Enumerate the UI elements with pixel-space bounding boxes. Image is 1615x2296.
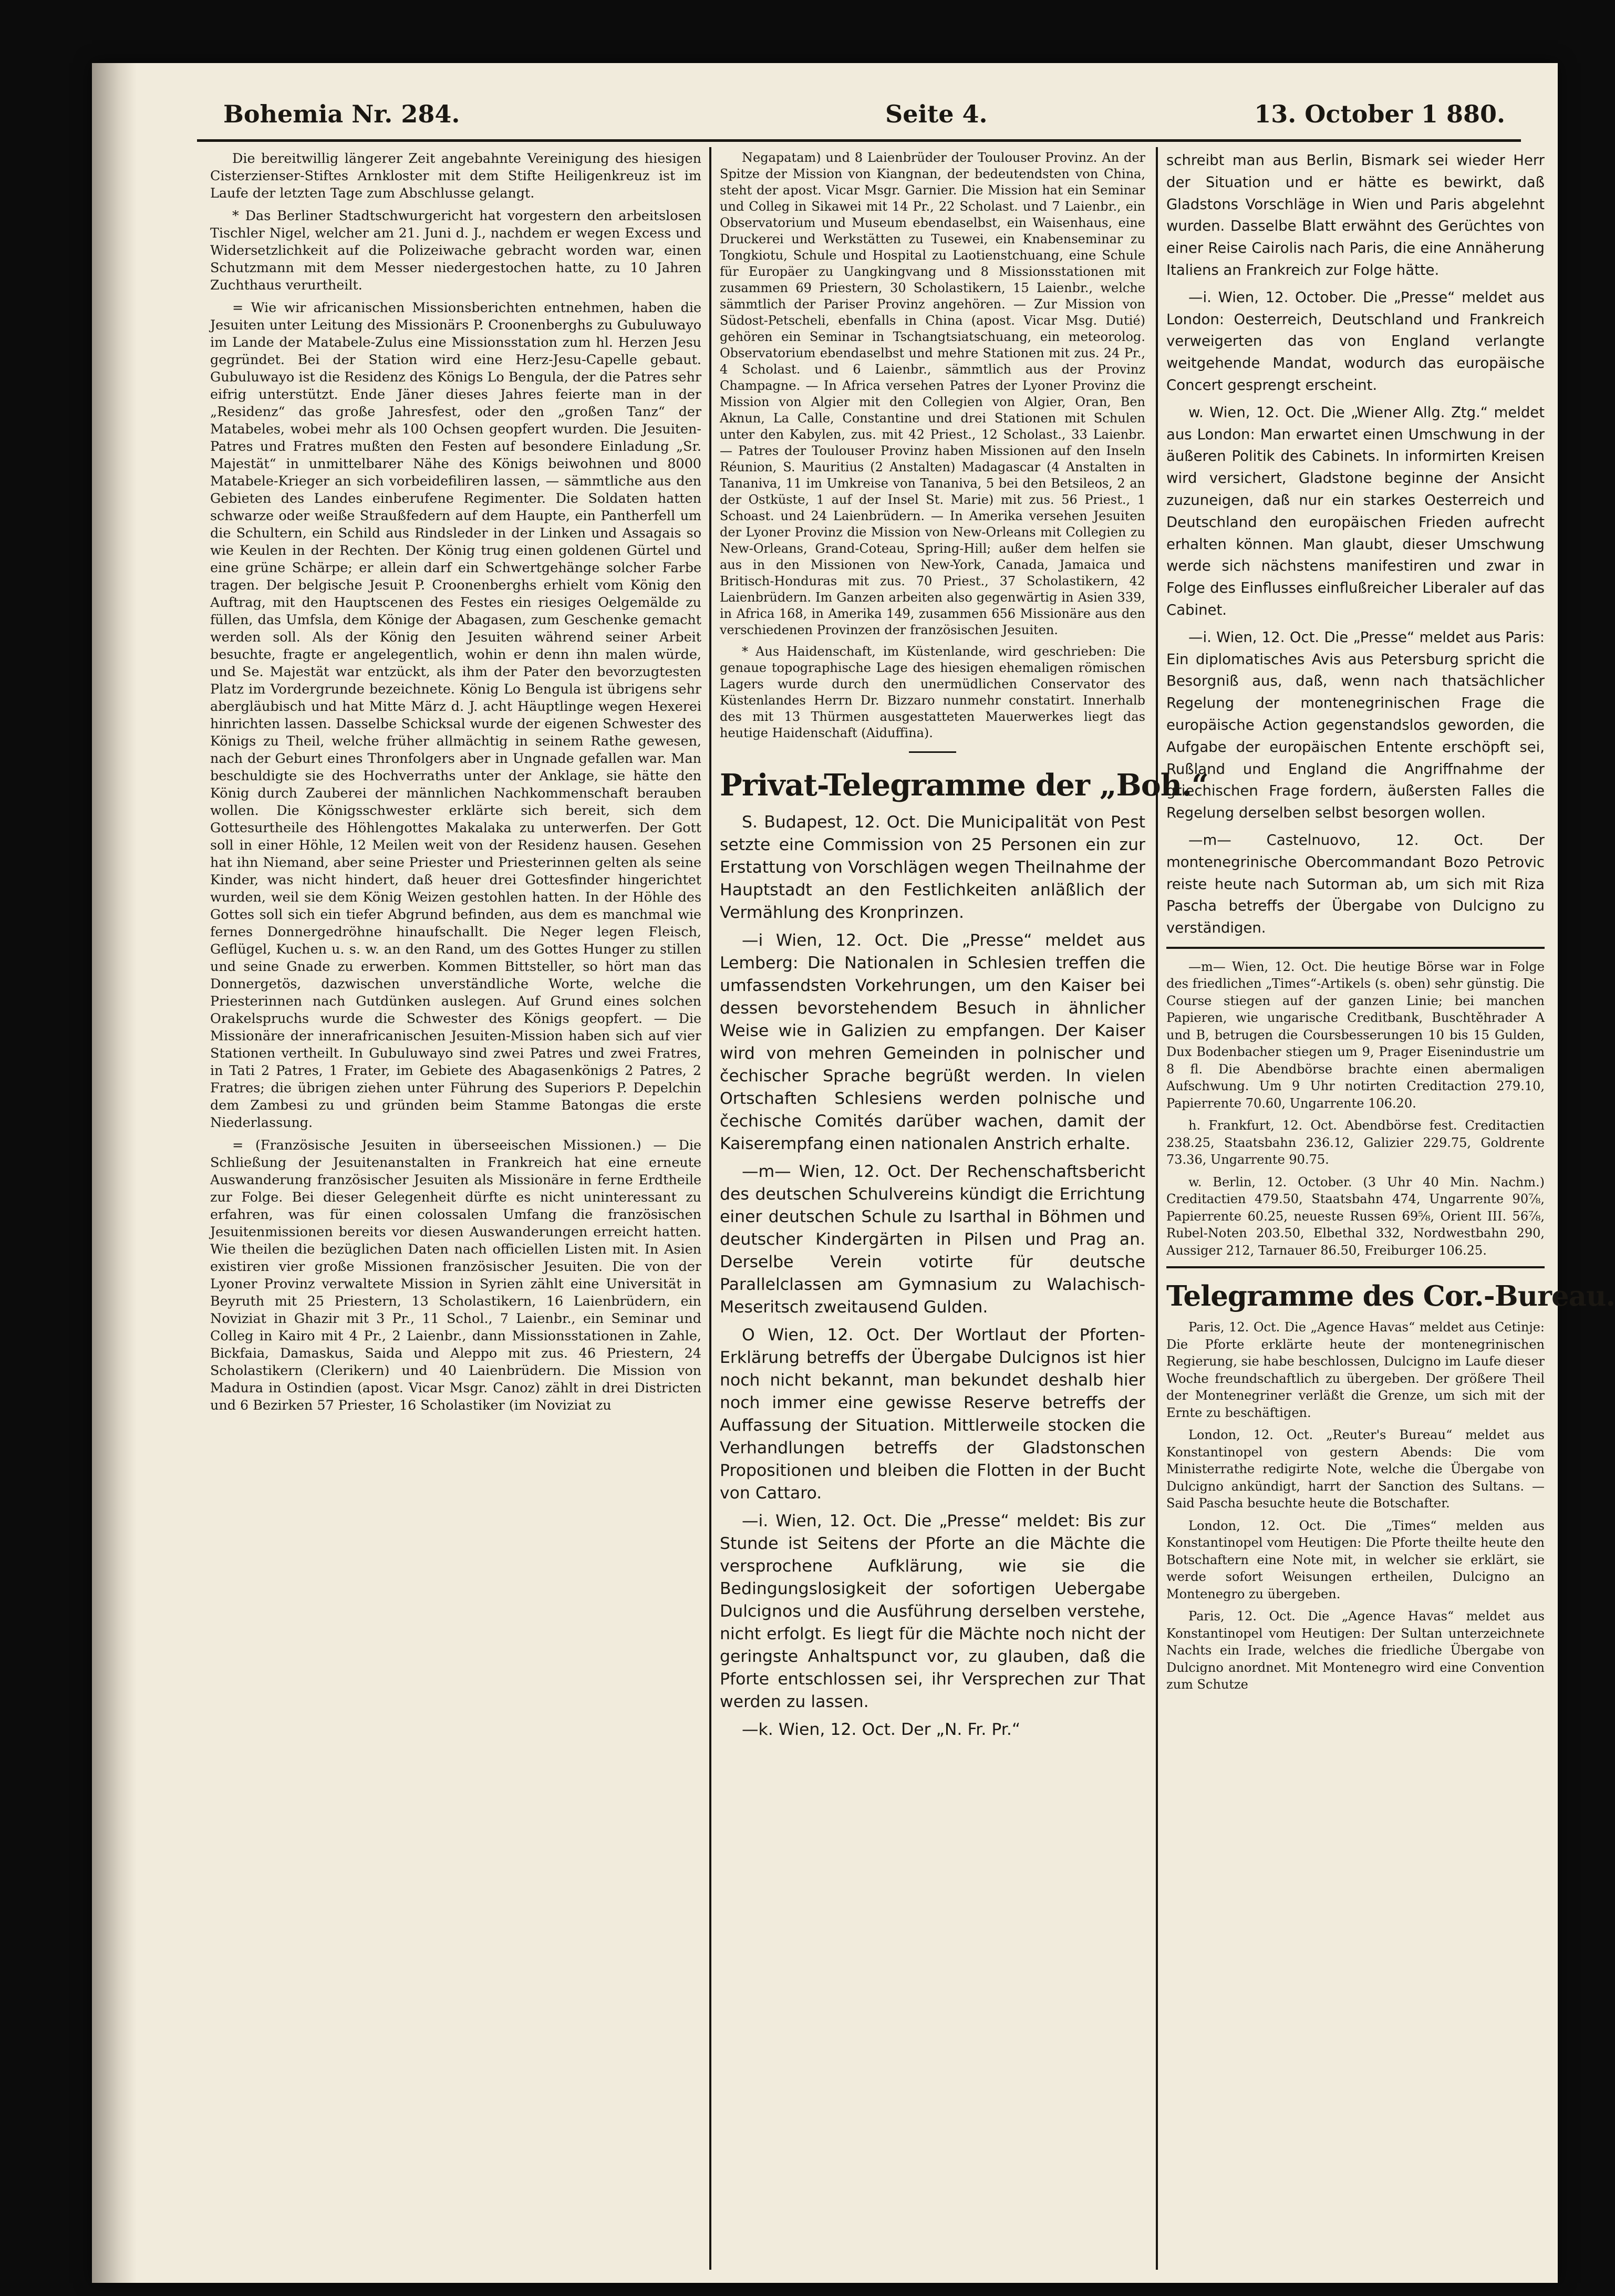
telegram-paragraph: Paris, 12. Oct. Die „Agence Havas“ meldet aus Konstantinopel vom Heutigen: Der Sultan unterzeichnete Nachts ein Irade, welches die friedliche Übergabe von Dulcigno anordnet. Mit Montenegro wird eine Convention zum Schutze (1166, 1609, 1545, 1692)
header-page-number: Seite 4. (885, 100, 988, 128)
telegram-paragraph: —i. Wien, 12. Oct. Die „Presse“ meldet: Bis zur Stunde ist Seitens der Pforte an die Mächte die versprochene Aufklärung, wie sie die Bedingungslosigkeit der sofortigen Uebergabe Dulcignos und die Ausführung derselben verstehe, nicht erfolgt. Es liegt für die Mächte noch nicht der geringste Anhaltspunct vor, zu glauben, daß die Pforte entschlossen sei, ihr Versprechen zur That werden zu lassen. (720, 1512, 1145, 1711)
column-2 (720, 150, 1208, 2272)
telegram-paragraph: w. Wien, 12. Oct. Die „Wiener Allg. Ztg.“ meldet aus London: Man erwartet einen Umschwung in der äußeren Politik des Cabinets. In informirten Kreisen wird versichert, Gladstone beginne der Ansicht zuzuneigen, daß nur ein starkes Oesterreich und Deutschland den europäischen Frieden aufrecht erhalten können. Man glaubt, dieser Umschwung werde sich nächstens manifestiren und zwar in Folge des Einflusses einflußreicher Liberaler auf das Cabinet. (1166, 404, 1545, 618)
section-heading-private-telegrams: Privat-Telegramme der „Boh.“ (720, 768, 1208, 803)
page-spine (92, 63, 137, 2283)
telegram-paragraph: S. Budapest, 12. Oct. Die Municipalität von Pest setzte eine Commission von 25 Personen ein zur Erstattung von Vorschlägen wegen Theilnahme der Hauptstadt an den Festlichkeiten anläßlich der Vermählung des Kronprinzen. (720, 813, 1145, 922)
section-divider (720, 747, 1145, 757)
telegram-paragraph: Paris, 12. Oct. Die „Agence Havas“ meldet aus Cetinje: Die Pforte erklärte heute der montenegrinischen Regierung, sie habe beschlossen, Dulcigno im Laufe dieser Woche freundschaftlich zu übergeben. Der größere Theil der Montenegriner verläßt die Grenze, um sich mit der Ernte zu beschäftigen. (1166, 1320, 1545, 1420)
telegram-paragraph: schreibt man aus Berlin, Bismark sei wieder Herr der Situation und er hätte es bewirkt, daß Gladstons Vorschläge in Wien und Paris abgelehnt wurden. Dasselbe Blatt erwähnt des Gerüchtes von einer Reise Cairolis nach Paris, die eine Annäherung Italiens an Frankreich zur Folge hätte. (1166, 152, 1545, 278)
section-rule (1166, 1266, 1545, 1268)
telegram-paragraph: —i. Wien, 12. October. Die „Presse“ meldet aus London: Oesterreich, Deutschland und Frankreich verweigerten das von England verlangte weitgehende Mandat, wodurch das europäische Concert gesprengt erscheint. (1166, 288, 1545, 394)
article-paragraph: * Aus Haidenschaft, im Küstenlande, wird geschrieben: Die genaue topographische Lage des hiesigen ehemaligen römischen Lagers wurde durch den unermüdlichen Conservator des Küstenlandes Herrn Dr. Bizzaro nunmehr constatirt. Innerhalb des mit 13 Thürmen ausgestatteten Mauerwerkes liegt das heutige Haidenschaft (Aiduffina). (720, 644, 1145, 740)
section-heading-bureau-telegrams: Telegramme des Cor.-Bureau. (1166, 1280, 1615, 1313)
market-report-paragraph: w. Berlin, 12. October. (3 Uhr 40 Min. Nachm.) Creditactien 479.50, Staatsbahn 474, Ungarrente 90⅞, Papierrente 60.25, neueste Russen 69⅝, Orient III. 56⅞, Rubel-Noten 203.50, Elbethal 332, Nordwestbahn 290, Aussiger 212, Tarnauer 86.50, Freiburger 106.25. (1166, 1174, 1545, 1258)
page-header (150, 95, 1526, 142)
telegram-paragraph: —m— Castelnuovo, 12. Oct. Der montenegrinische Obercommandant Bozo Petrovic reiste heute nach Sutorman ab, um sich mit Riza Pascha betreffs der Übergabe von Dulcigno zu verständigen. (1166, 831, 1545, 937)
header-rule (197, 139, 1521, 142)
telegram-paragraph: —k. Wien, 12. Oct. Der „N. Fr. Pr.“ (742, 1720, 1021, 1739)
telegram-paragraph: O Wien, 12. Oct. Der Wortlaut der Pforten-Erklärung betreffs der Übergabe Dulcignos ist hier noch nicht bekannt, man bekundet deshalb hier noch immer eine gewisse Reserve betreffs der Auffassung der Situation. Mittlerweile stocken die Verhandlungen betreffs der Gladstonschen Propositionen und bleiben die Flotten in der Bucht von Cattaro. (720, 1326, 1145, 1503)
article-paragraph: = (Französische Jesuiten in überseeischen Missionen.) — Die Schließung der Jesuitenanstalten in Frankreich hat eine erneute Auswanderung französischer Jesuiten als Missionäre in ferne Erdtheile zur Folge. Bei dieser Gelegenheit dürfte es nicht uninteressant zu erfahren, was für einen colossalen Umfang die französischen Jesuitenmissionen bereits vor diesen Auswanderungen erreicht hatten. Wie theilen die bezüglichen Daten nach officiellen Listen mit. In Asien existiren vier große Missionen französischer Jesuiten. Die von der Lyoner Provinz verwaltete Mission in Syrien zählt eine Universität in Beyruth mit 25 Priestern, 13 Scholastikern, 16 Laienbrüdern, ein Noviziat in Ghazir mit 3 Pr., 11 Schol., 7 Laienbr., ein Seminar und Colleg in Kairo mit 4 Pr., 2 Laienbr., dann Missionsstationen in Zahle, Bickfaia, Damaskus, Saida und Aleppo mit zus. 46 Priestern, 24 Scholastikern (Clerikern) und 40 Laienbrüdern. Die Mission von Madura in Ostindien (apost. Vicar Msgr. Canoz) zählt in drei Districten und 6 Bezirken 57 Priester, 16 Scholastiker (im Noviziat zu (210, 1137, 701, 1413)
newspaper-page (92, 63, 1615, 2283)
section-rule (1166, 947, 1545, 949)
market-report-paragraph: h. Frankfurt, 12. Oct. Abendbörse fest. Creditactien 238.25, Staatsbahn 236.12, Galizier 229.75, Goldrente 73.36, Ungarrente 90.75. (1166, 1118, 1545, 1167)
column-rule-2 (1156, 147, 1158, 2270)
telegram-paragraph: —i Wien, 12. Oct. Die „Presse“ meldet aus Lemberg: Die Nationalen in Schlesien treffen die umfassendsten Vorkehrungen, um den Kaiser bei dessen bevorstehendem Besuch in ähnlicher Weise wie in Galizien zu empfangen. Der Kaiser wird von mehren Gemeinden in polnischer und čechischer Sprache begrüßt werden. In vielen Ortschaften Schlesiens werden polnische und čechische Comités darüber wachen, damit der Kaiserempfang einen nationalen Anstrich erhalte. (720, 931, 1145, 1153)
article-paragraph: = Wie wir africanischen Missionsberichten entnehmen, haben die Jesuiten unter Leitung des Missionärs P. Croonenberghs zu Gubuluwayo im Lande der Matabele-Zulus eine Missionsstation zum hl. Herzen Jesu gegründet. Bei der Station wird eine Herz-Jesu-Capelle gebaut. Gubuluwayo ist die Residenz des Königs Lo Bengulа, der die Patres sehr eifrig unterstützt. Ende Jäner dieses Jahres feierte man in der „Residenz“ das große Jahresfest, oder den „großen Tanz“ der Matabeles, wobei mehr als 100 Ochsen geopfert wurden. Die Jesuiten-Patres und Fratres mußten den Festen auf besondere Einladung „Sr. Majestät“ in unmittelbarer Nähe des Königs beiwohnen und 8000 Matabele-Krieger an sich vorbeidefiliren lassen, — sämmtliche aus den Gebieten des Landes einberufene Regimenter. Die Soldaten hatten schwarze oder weiße Straußfedern auf dem Haupte, ein Pantherfell um die Schultern, ein Schild aus Rindsleder in der Linken und Assagais so wie Keulen in der Rechten. Der König trug einen goldenen Gürtel und eine grüne Schärpe; er allein darf ein Schwertgehänge solcher Farbe tragen. Der belgische Jesuit P. Croonenberghs erhielt vom König den Auftrag, mit den Hauptscenen des Festes ein riesiges Oelgemälde zu füllen, das Umfsla, dem Könige der Abagasen, zum Geschenke gemacht werden soll. Als der König den Jesuiten während seiner Arbeit besuchte, fragte er angelegentlich, wohin er denn ihn malen würde, und Se. Majestät war entzückt, als ihm der Pater den bevorzugtesten Platz im Vordergrunde bezeichnete. König Lo Bengula ist übrigens sehr abergläubisch und hat Mitte März d. J. acht Häuptlinge wegen Hexerei hinrichten lassen. Dasselbe Schicksal wurde der eigenen Schwester des Königs zu Theil, welche früher allmächtig in seinem Rathe gewesen, nach der Geburt eines Thronfolgers aber in Ungnade gefallen war. Man beschuldigte sie des Hochverraths unter der Anklage, sie hätte den König durch Zauberei der männlichen Nachkommenschaft berauben wollen. Die Königsschwester erklärte sich bereit, sich dem Gottesurtheile des Höhlengottes Makalaka zu unterwerfen. Der Gott soll in einer Höhle, 12 Meilen weit von der Residenz hausen. Gesehen hat ihn Niemand, aber seine Priester und Priesterinnen gelten als seine Kinder, was nicht hindert, daß heuer drei Gottesfinder hingerichtet wurden, weil sie dem König Weizen gestohlen hatten. In der Höhle des Gottes soll sich ein tiefer Abgrund befinden, aus dem es manchmal wie fernes Donnergedröhne hinaufschallt. Die Neger legen Fleisch, Geflügel, Kuchen u. s. w. an den Rand, um des Gottes Hunger zu stillen und seine Gnade zu erwerben. Kommen Bittsteller, so hört man das Donnergetös, dazwischen unverständliche Worte, welche die Priesterinnen nach Gutdünken auslegen. Auf Grund eines solchen Orakelspruchs wurde die Schwester des Königs geopfert. — Die Missionäre der innerafricanischen Jesuiten-Mission haben sich auf vier Stationen vertheilt. In Gubuluwayo sind zwei Patres und zwei Fratres, in Tati 2 Patres, 1 Frater, im Gebiete des Abagasenkönigs 2 Patres, 2 Fratres; die übrigen ziehen unter Führung des Superiors P. Depelchin dem Zambesi zu und gründen beim Stamme Batongas die erste Niederlassung. (210, 299, 701, 1130)
article-paragraph: Die bereitwillig längerer Zeit angebahnte Vereinigung des hiesigen Cisterzienser-Stiftes Arnkloster mit dem Stifte Heiligenkreuz ist im Laufe der letzten Tage zum Abschlusse gelangt. (210, 150, 701, 201)
article-paragraph: Negapatam) und 8 Laienbrüder der Toulouser Provinz. An der Spitze der Mission von Kiangnan, der bedeutendsten von China, steht der apost. Vicar Msgr. Garnier. Die Mission hat ein Seminar und Colleg in Sikawei mit 14 Pr., 22 Scholast. und 7 Laienbr., ein Observatorium und Museum ebendaselbst, ein Waisenhaus, eine Druckerei und Werkstätten zu Tusewei, ein Knabenseminar zu Tongkiotu, Schule und Hospital zu Laotienstchuang, eine Schule für Europäer zu Uangkingvang und 8 Missionsstationen mit zusammen 69 Priestern, 30 Scholastikern, 15 Laienbr., welche sämmtlich der Pariser Provinz angehören. — Zur Mission von Südost-Petscheli, ebenfalls in China (apost. Vicar Msg. Dutié) gehören ein Seminar in Tschangtsiatschuang, ein meteorolog. Observatorium ebendaselbst und mehre Stationen mit zus. 24 Pr., 4 Scholast. und 6 Laienbr., sämmtlich aus der Provinz Champagne. — In Africa versehen Patres der Lyoner Provinz die Mission von Algier mit den Collegien von Algier, Oran, Ben Aknun, La Calle, Constantine und drei Stationen mit Schulen unter den Kabylen, zus. mit 42 Priest., 12 Scholast., 33 Laienbr. — Patres der Toulouser Provinz haben Missionen auf den Inseln Réunion, S. Mauritius (2 Anstalten) Madagascar (4 Anstalten in Tananiva, 11 im Umkreise von Tananiva, 5 bei den Betsileos, 2 an der Ostküste, 1 auf der Insel St. Marie) mit zus. 56 Priest., 1 Schoast. und 24 Laienbrüdern. — In Amerika versehen Jesuiten der Lyoner Provinz die Mission von New-Orleans mit Collegien zu New-Orleans, Grand-Coteau, Spring-Hill; außer dem helfen sie aus in den Missionen von New-York, Canada, Jamaica und Britisch-Honduras mit zus. 70 Priest., 37 Scholastikern, 42 Laienbrüdern. Im Ganzen arbeiten also gegenwärtig in Asien 339, in Africa 168, in Amerika 149, zusammen 656 Missionäre aus den verschiedenen Provinzen der französischen Jesuiten. (720, 150, 1145, 637)
telegram-paragraph: London, 12. Oct. Die „Times“ melden aus Konstantinopel vom Heutigen: Die Pforte theilte heute den Botschaftern eine Note mit, in welcher sie erklärt, sie werde sofort Weisungen ertheilen, Dulcigno an Montenegro zu übergeben. (1166, 1518, 1545, 1601)
telegram-paragraph: —m— Wien, 12. Oct. Der Rechenschaftsbericht des deutschen Schulvereins kündigt die Errichtung einer deutschen Schule zu Isarthal in Böhmen und deutscher Kindergärten in Pilsen und Prag an. Derselbe Verein votirte für deutsche Parallelclassen am Gymnasium zu Walachisch-Meseritsch zweitausend Gulden. (720, 1162, 1145, 1317)
column-3 (1166, 150, 1615, 2272)
article-paragraph: * Das Berliner Stadtschwurgericht hat vorgestern den arbeitslosen Tischler Nigel, welcher am 21. Juni d. J., nachdem er wegen Excess und Widersetzlichkeit auf die Polizeiwache gebracht worden war, einen Schutzmann mit dem Messer niedergestochen hatte, zu 10 Jahren Zuchthaus verurtheilt. (210, 208, 701, 293)
telegram-paragraph: —i. Wien, 12. Oct. Die „Presse“ meldet aus Paris: Ein diplomatisches Avis aus Petersburg spricht die Besorgniß aus, daß, wenn nach thatsächlicher Regelung der montenegrinischen Frage die europäische Action gegenstandslos geworden, die Aufgabe der europäischen Entente erschöpft sei, Rußland und England die Angriffnahme der griechischen Frage fordern, äußersten Falles die Regelung derselben selbst besorgen wollen. (1166, 628, 1545, 822)
market-report-paragraph: —m— Wien, 12. Oct. Die heutige Börse war in Folge des friedlichen „Times“-Artikels (s. oben) sehr günstig. Die Course stiegen auf der ganzen Linie; bei manchen Papieren, wie ungarische Creditbank, Buschtěhrader A und B, betrugen die Coursbesserungen 10 bis 15 Gulden, Dux Bodenbacher stiegen um 9, Prager Eisenindustrie um 8 fl. Die Abendbörse brachte einen abermaligen Aufschwung. Um 9 Uhr notirten Creditaction 279.10, Papierrente 70.60, Ungarrente 106.20. (1166, 959, 1545, 1111)
column-rule-1 (709, 147, 711, 2270)
column-1 (210, 150, 701, 2272)
header-issue: Bohemia Nr. 284. (223, 100, 460, 128)
header-date: 13. October 1 880. (1254, 100, 1505, 128)
telegram-paragraph: London, 12. Oct. „Reuter's Bureau“ meldet aus Konstantinopel von gestern Abends: Die vom Ministerrathe redigirte Note, welche die Übergabe von Dulcigno ankündigt, harrt der Sanction des Sultans. — Said Pascha besuchte heute die Botschafter. (1166, 1428, 1545, 1511)
